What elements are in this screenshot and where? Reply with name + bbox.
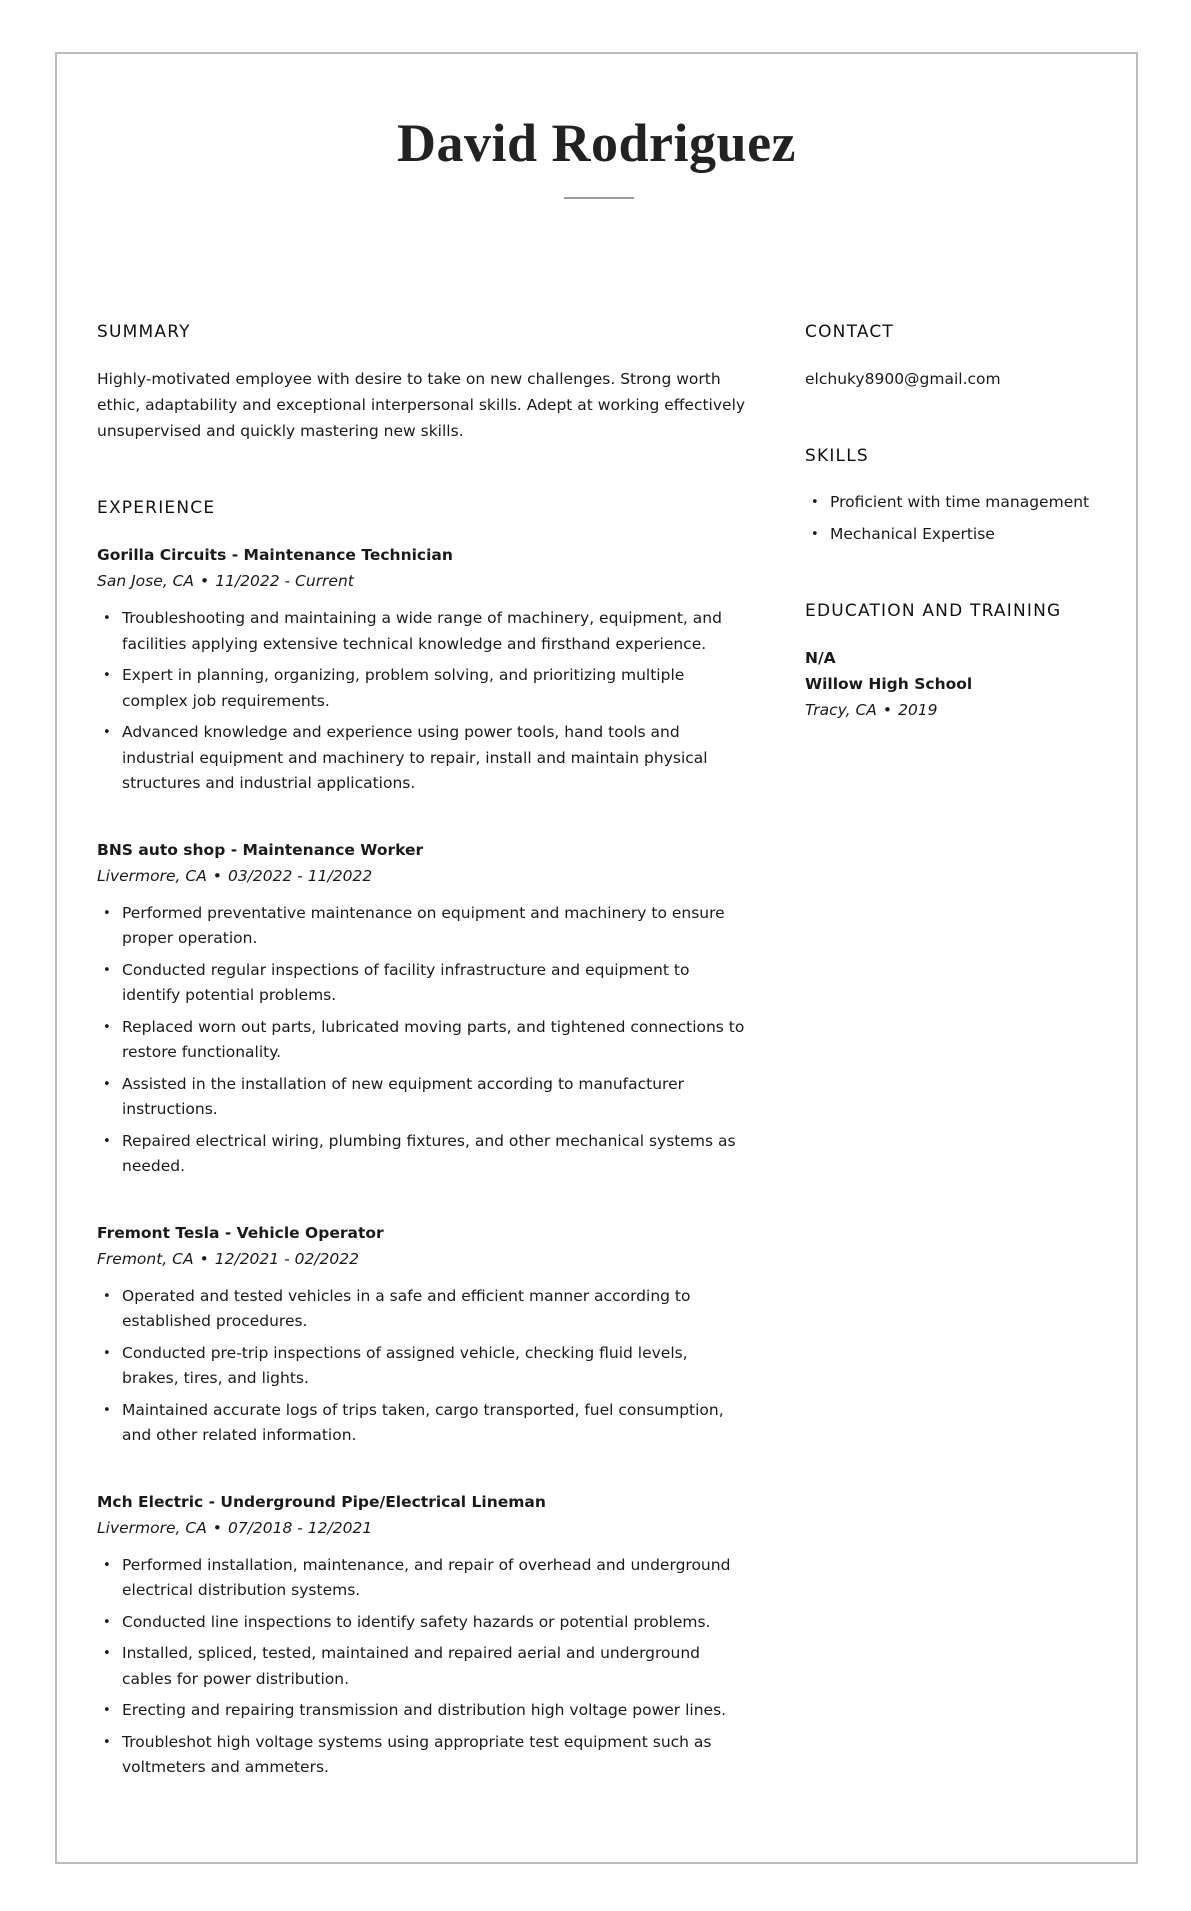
meta-separator: •: [212, 1518, 222, 1537]
job-location: Livermore, CA: [97, 866, 207, 885]
job-bullet: • Expert in planning, organizing, problem solving, and prioritizing multiple complex job requirements.: [97, 663, 747, 714]
job-bullets: [97, 1553, 747, 1781]
summary-section: [97, 322, 747, 444]
job-entry: [97, 837, 747, 1180]
experience-heading: EXPERIENCE: [97, 498, 216, 518]
job-location: Fremont, CA: [97, 1249, 194, 1268]
meta-separator: •: [212, 866, 222, 885]
job-bullet: • Advanced knowledge and experience using power tools, hand tools and industrial equipment and machinery to repair, install and maintain physical structures and industrial applications.: [97, 720, 747, 797]
job-bullet: • Performed preventative maintenance on equipment and machinery to ensure proper operation.: [97, 901, 747, 952]
job-entry: [97, 1220, 747, 1449]
name-divider: [564, 197, 634, 199]
job-title: BNS auto shop - Maintenance Worker: [97, 840, 424, 859]
experience-section: [97, 498, 747, 1781]
skills-section: [805, 446, 1105, 547]
job-list: [97, 542, 747, 1781]
job-bullet: • Maintained accurate logs of trips taken, cargo transported, fuel consumption, and other related information.: [97, 1398, 747, 1449]
job-bullet: • Repaired electrical wiring, plumbing fixtures, and other mechanical systems as needed.: [97, 1129, 747, 1180]
job-bullet: • Troubleshot high voltage systems using appropriate test equipment such as voltmeters and ammeters.: [97, 1730, 747, 1781]
education-heading: EDUCATION AND TRAINING: [805, 601, 1062, 621]
job-meta: [97, 1515, 747, 1541]
candidate-name: David Rodriguez: [397, 113, 796, 173]
education-school: Willow High School: [805, 675, 973, 693]
job-dates: 11/2022 - Current: [215, 572, 354, 590]
email-text: elchuky8900@gmail.com: [805, 370, 1001, 388]
job-bullet: • Troubleshooting and maintaining a wide range of machinery, equipment, and facilities applying extensive technical knowledge and firsthand experience.: [97, 606, 747, 657]
job-bullet: • Replaced worn out parts, lubricated moving parts, and tightened connections to restore functionality.: [97, 1015, 747, 1066]
education-location: Tracy, CA: [805, 701, 877, 719]
meta-separator: •: [199, 1249, 209, 1268]
job-bullet: • Conducted regular inspections of facility infrastructure and equipment to identify potential problems.: [97, 958, 747, 1009]
education-degree: N/A: [805, 649, 836, 667]
job-dates: 07/2018 - 12/2021: [227, 1518, 373, 1537]
job-meta: [97, 863, 747, 889]
job-location: San Jose, CA: [97, 572, 195, 590]
job-title: Mch Electric - Underground Pipe/Electrical Lineman: [97, 1492, 546, 1511]
job-bullets: [97, 606, 747, 797]
job-bullet: • Conducted pre-trip inspections of assigned vehicle, checking fluid levels, brakes, tires, and lights.: [97, 1341, 747, 1392]
job-bullet: • Operated and tested vehicles in a safe and efficient manner according to established procedures.: [97, 1284, 747, 1335]
job-entry: [97, 542, 747, 797]
main-column: [97, 322, 747, 1821]
skills-list: [805, 490, 1105, 547]
education-year: 2019: [898, 701, 938, 719]
skills-heading: SKILLS: [805, 446, 869, 466]
contact-heading: CONTACT: [805, 322, 895, 342]
job-bullet: • Performed installation, maintenance, and repair of overhead and underground electrical distribution systems.: [97, 1553, 747, 1604]
resume-page: [55, 52, 1138, 1864]
job-location: Livermore, CA: [97, 1518, 207, 1537]
job-meta: [97, 1246, 747, 1272]
job-dates: 12/2021 - 02/2022: [214, 1249, 359, 1268]
job-bullets: [97, 1284, 747, 1449]
meta-separator: •: [200, 572, 210, 590]
job-title: Gorilla Circuits - Maintenance Technician: [97, 546, 453, 564]
job-title: Fremont Tesla - Vehicle Operator: [97, 1223, 384, 1242]
skill-item: • Mechanical Expertise: [805, 522, 1105, 548]
job-meta: [97, 568, 747, 594]
job-bullet: • Conducted line inspections to identify safety hazards or potential problems.: [97, 1610, 747, 1636]
job-bullet: • Installed, spliced, tested, maintained and repaired aerial and underground cables for power distribution.: [97, 1641, 747, 1692]
side-column: [805, 322, 1105, 777]
meta-separator: •: [882, 701, 893, 719]
skill-item: • Proficient with time management: [805, 490, 1105, 516]
education-section: [805, 601, 1105, 723]
job-bullets: [97, 901, 747, 1180]
job-bullet: • Assisted in the installation of new equipment according to manufacturer instructions.: [97, 1072, 747, 1123]
job-dates: 03/2022 - 11/2022: [227, 866, 373, 885]
summary-text: Highly-motivated employee with desire to take on new challenges. Strong worth ethic, adaptability and exceptional interpersonal skills. Adept at working effectively unsupervised and quickly mastering new skills.: [97, 370, 746, 440]
job-bullet: • Erecting and repairing transmission and distribution high voltage power lines.: [97, 1698, 747, 1724]
job-entry: [97, 1489, 747, 1781]
contact-section: [805, 322, 1105, 392]
education-meta: [805, 697, 1105, 723]
summary-heading: SUMMARY: [97, 322, 191, 342]
